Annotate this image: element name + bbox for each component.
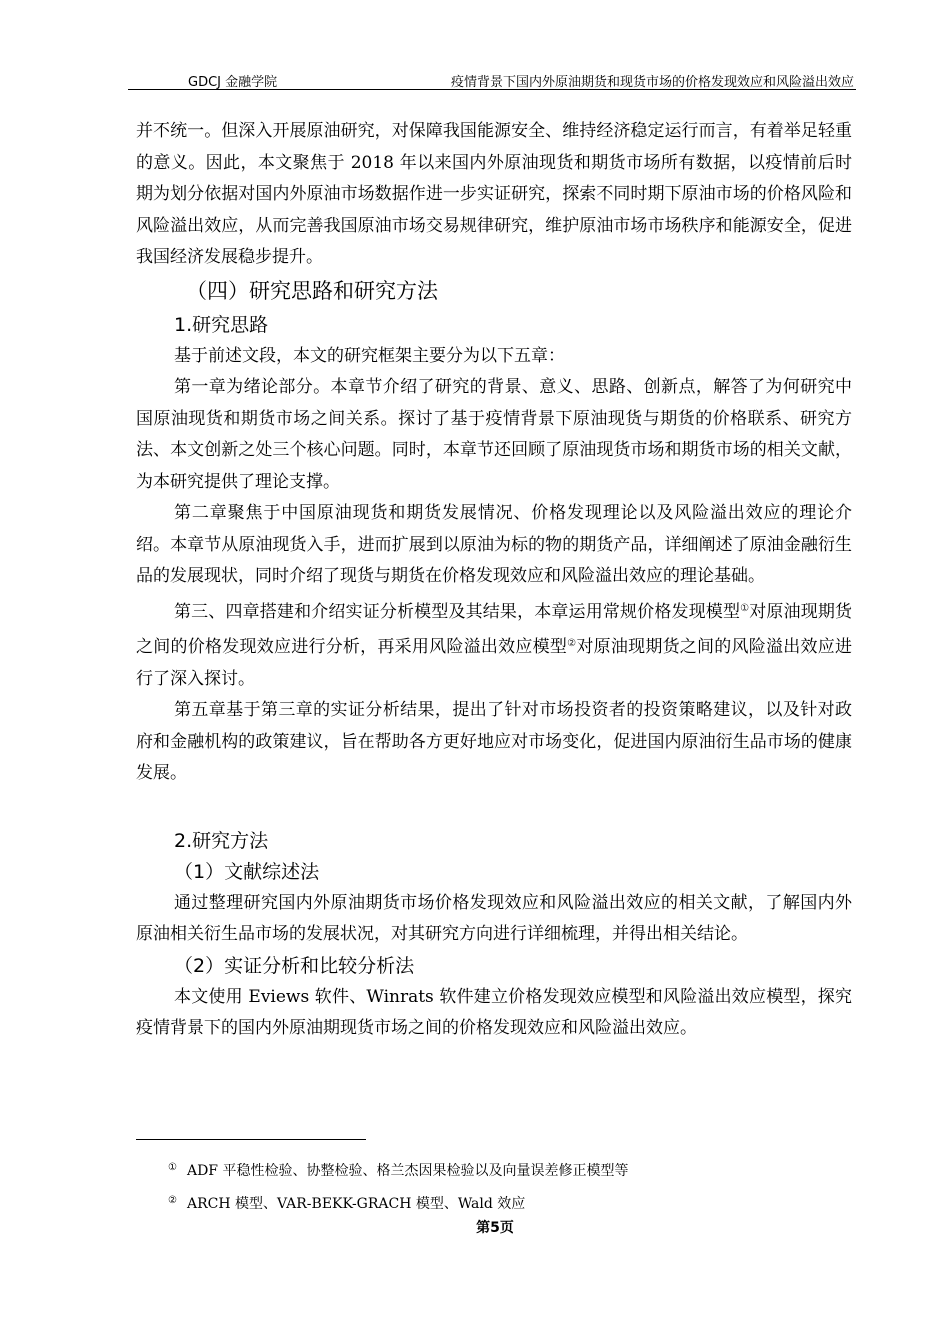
chapter-3-4-text-c: 对原油现期货之间的风险溢出效应进行了深入探讨。 [136, 637, 853, 689]
section-heading: （四）研究思路和研究方法 [186, 278, 438, 303]
chapter-3-4-text-a: 第三、四章搭建和介绍实证分析模型及其结果，本章运用常规价格发现模型 [174, 601, 741, 622]
method-1-heading: （1）文献综述法 [174, 860, 320, 883]
paragraph-chapter-1: 第一章为绪论部分。本章节介绍了研究的背景、意义、思路、创新点，解答了为何研究中国原油现货和期货市场之间关系。探讨了基于疫情背景下原油现货与期货的价格联系、研究方法、本文创新之处三个核心问题。同时，本章节还回顾了原油现货市场和期货市场的相关文献，为本研究提供了理论支撑。 [136, 377, 852, 492]
paragraph-chapter-2: 第二章聚焦于中国原油现货和期货发展情况、价格发现理论以及风险溢出效应的理论介绍。本章节从原油现货入手，进而扩展到以原油为标的物的期货产品，详细阐述了原油金融衍生品的发展现状，同时介绍了现货与期货在价格发现效应和风险溢出效应的理论基础。 [136, 503, 852, 586]
method-2-text: 本文使用 Eviews 软件、Winrats 软件建立价格发现效应模型和风险溢出效应模型，探究疫情背景下的国内外原油期现货市场之间的价格发现效应和风险溢出效应。 [136, 986, 852, 1038]
paragraph-chapter-5: 第五章基于第三章的实证分析结果，提出了针对市场投资者的投资策略建议，以及针对政府和金融机构的政策建议，旨在帮助各方更好地应对市场变化，促进国内原油衍生品市场的健康发展。 [136, 700, 852, 783]
footnote-1 [168, 1160, 628, 1180]
header-right-text: 疫情背景下国内外原油期货和现货市场的价格发现效应和风险溢出效应 [450, 75, 854, 90]
footnote-divider [136, 1139, 366, 1140]
method-2-heading: （2）实证分析和比较分析法 [174, 954, 415, 977]
page-number: 第5页 [476, 1220, 514, 1236]
footnote-1-mark: ① [168, 1162, 177, 1173]
paragraph-chapter-3-4 [136, 593, 852, 696]
header-divider [128, 89, 856, 90]
subheading-research-methods: 2.研究方法 [174, 829, 269, 852]
footnote-ref-1: ① [740, 602, 750, 614]
subheading-research-approach: 1.研究思路 [174, 313, 269, 336]
footnote-2 [168, 1193, 525, 1213]
footnote-2-text: ARCH 模型、VAR-BEKK-GRACH 模型、Wald 效应 [186, 1196, 526, 1212]
footnote-ref-2: ② [567, 638, 577, 649]
chapter-3-4-text-b: 对原油现期货之间的价格发现效应进行分析，再采用风险溢出效应模型 [136, 601, 853, 657]
footnote-1-text: ADF 平稳性检验、协整检验、格兰杰因果检验以及向量误差修正模型等 [186, 1163, 629, 1179]
header-left-text: GDCJ 金融学院 [188, 75, 278, 90]
method-1-text: 通过整理研究国内外原油期货市场价格发现效应和风险溢出效应的相关文献，了解国内外原油相关衍生品市场的发展状况，对其研究方向进行详细梳理，并得出相关结论。 [136, 892, 852, 944]
main-content [136, 116, 852, 1045]
paragraph-continued: 并不统一。但深入开展原油研究，对保障我国能源安全、维持经济稳定运行而言，有着举足轻重的意义。因此，本文聚焦于 2018 年以来国内外原油现货和期货市场所有数据，以疫情前后时期为划分依据对国内外原油市场数据作进一步实证研究，探索不同时期下原油市场的价格风险和风险溢出效应，从而完善我国原油市场交易规律研究，维护原油市场市场秩序和能源安全，促进我国经济发展稳步提升。 [136, 121, 852, 267]
paragraph-intro: 基于前述文段，本文的研究框架主要分为以下五章： [174, 345, 565, 366]
footnote-2-mark: ② [168, 1195, 177, 1206]
